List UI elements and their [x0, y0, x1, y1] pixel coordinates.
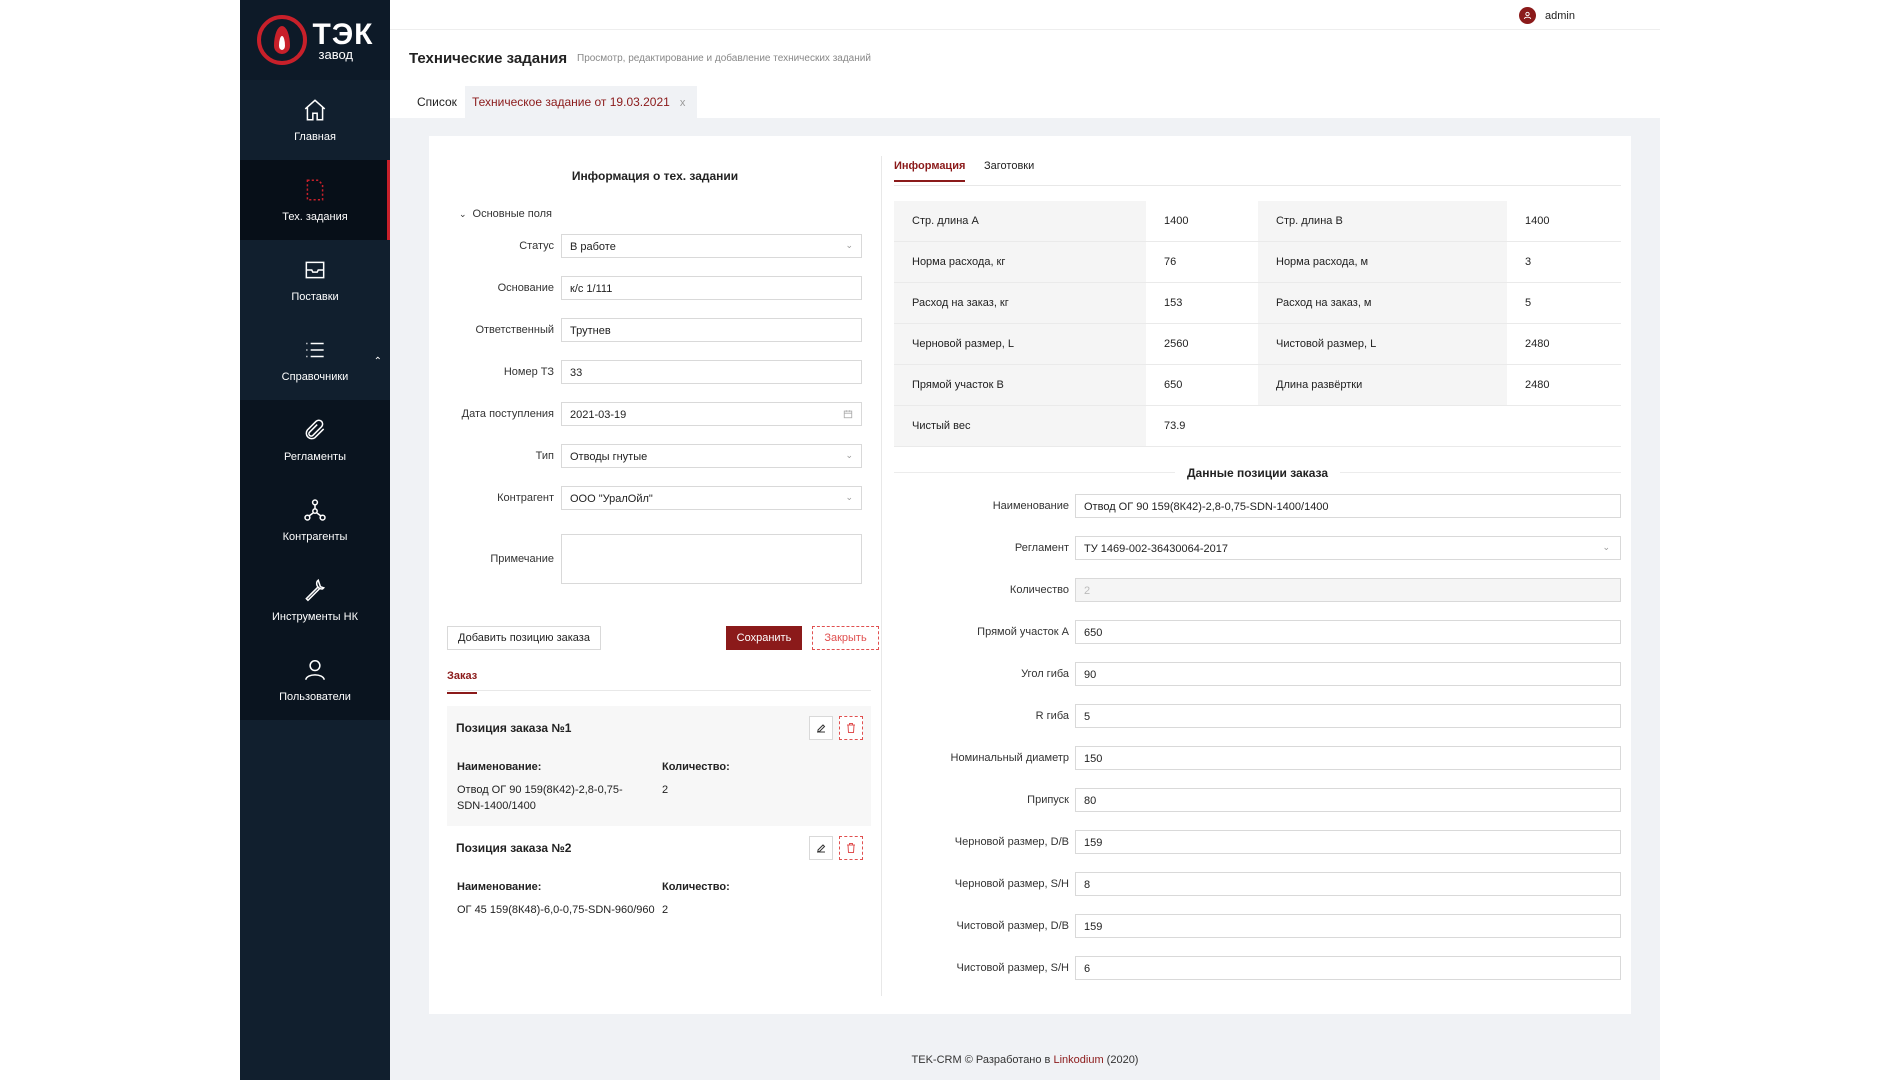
info-row: [894, 201, 1621, 242]
chevron-down-icon: ⌄: [845, 240, 853, 250]
collapse-main-fields[interactable]: [459, 208, 552, 220]
info-label: Длина развёртки: [1258, 365, 1507, 405]
field-row: [894, 620, 1621, 644]
field-row: [894, 494, 1621, 518]
tab-label: Техническое задание от 19.03.2021: [471, 95, 670, 109]
info-value: 1400: [1507, 201, 1621, 241]
number-row: [449, 360, 859, 384]
flame-logo-icon: [257, 15, 307, 65]
info-label: Чистовой размер, L: [1258, 324, 1507, 364]
regulation-value: ТУ 1469-002-36430064-2017: [1084, 543, 1228, 555]
date-value: 2021-03-19: [570, 409, 627, 421]
type-value: Отводы гнутые: [570, 451, 648, 463]
info-label: Норма расхода, м: [1258, 242, 1507, 282]
tab-list[interactable]: Список: [417, 95, 457, 109]
field-label: Количество: [1009, 584, 1069, 596]
list-icon: [302, 337, 328, 363]
info-value: 3: [1507, 242, 1621, 282]
info-label: Расход на заказ, кг: [894, 283, 1146, 323]
info-value: 73.9: [1146, 406, 1258, 446]
qty-label: Количество:: [662, 881, 730, 893]
trash-icon: [845, 842, 857, 854]
paperclip-icon: [302, 417, 328, 443]
field-label: R гиба: [1035, 710, 1069, 722]
qty-label: Количество:: [662, 761, 730, 773]
info-row: [894, 365, 1621, 406]
basis-label: Основание: [497, 282, 554, 294]
info-value: 153: [1146, 283, 1258, 323]
name-input[interactable]: Отвод ОГ 90 159(8К42)-2,8-0,75-SDN-1400/1400: [1075, 494, 1621, 518]
info-row: [894, 283, 1621, 324]
info-label: [1258, 406, 1507, 446]
footer-text: TEK-CRM © Разработано в: [911, 1054, 1051, 1066]
right-tabs: [894, 156, 1621, 186]
field-label: Угол гиба: [1021, 668, 1069, 680]
user-icon: [302, 657, 328, 683]
type-label: Тип: [535, 450, 554, 462]
edit-button[interactable]: [809, 716, 833, 740]
sidebar-item-users[interactable]: [240, 640, 390, 720]
field-row: [894, 788, 1621, 812]
network-icon: [302, 497, 328, 523]
finish-db-input[interactable]: 159: [1075, 914, 1621, 938]
info-label: Норма расхода, кг: [894, 242, 1146, 282]
info-label: Стр. длина А: [894, 201, 1146, 241]
straight-a-input[interactable]: 650: [1075, 620, 1621, 644]
regulation-select[interactable]: [1075, 536, 1621, 560]
field-row: [894, 746, 1621, 770]
calendar-icon: [843, 409, 853, 419]
field-row: [894, 704, 1621, 728]
field-row: [894, 830, 1621, 854]
info-row: [894, 406, 1621, 447]
field-row: [894, 872, 1621, 896]
app-frame: [240, 0, 1660, 1080]
page-header: [390, 30, 1660, 118]
status-select[interactable]: [561, 234, 862, 258]
position-qty: 2: [662, 784, 669, 796]
date-label: Дата поступления: [461, 408, 554, 420]
sidebar: [240, 0, 390, 1080]
responsible-input[interactable]: Трутнев: [561, 318, 862, 342]
info-value: 76: [1146, 242, 1258, 282]
page-title: Технические задания: [409, 50, 568, 67]
responsible-row: [449, 318, 859, 342]
page-subtitle: Просмотр, редактирование и добавление технических заданий: [577, 53, 871, 64]
quantity-input: 2: [1075, 578, 1621, 602]
name-label: Наименование:: [457, 881, 542, 893]
info-label: Прямой участок В: [894, 365, 1146, 405]
field-label: Черновой размер, D/B: [954, 836, 1069, 848]
name-label: Наименование:: [457, 761, 542, 773]
info-value: 650: [1146, 365, 1258, 405]
sidebar-item-references[interactable]: [240, 320, 390, 400]
number-label: Номер ТЗ: [503, 366, 554, 378]
wrench-icon: [302, 577, 328, 603]
chevron-up-icon: ⌃: [373, 356, 382, 367]
delete-button[interactable]: [839, 716, 863, 740]
logo[interactable]: [240, 0, 390, 80]
info-label: Расход на заказ, м: [1258, 283, 1507, 323]
sidebar-item-label: Поставки: [291, 291, 339, 303]
field-label: Прямой участок А: [977, 626, 1069, 638]
brand-name: ТЭК: [312, 17, 374, 51]
field-label: Номинальный диаметр: [950, 752, 1069, 764]
allowance-input[interactable]: 80: [1075, 788, 1621, 812]
top-bar: [390, 0, 1660, 30]
chevron-down-icon: ⌄: [845, 450, 853, 460]
note-label: Примечание: [490, 553, 554, 565]
collapse-label: Основные поля: [472, 208, 553, 220]
sidebar-item-label: Регламенты: [284, 451, 346, 463]
delete-button[interactable]: [839, 836, 863, 860]
tab-blanks[interactable]: Заготовки: [984, 160, 1035, 172]
sidebar-item-label: Инструменты НК: [272, 611, 358, 623]
type-select[interactable]: [561, 444, 862, 468]
basis-row: [449, 276, 859, 300]
tab-order[interactable]: Заказ: [447, 670, 477, 694]
info-label: Стр. длина В: [1258, 201, 1507, 241]
sidebar-item-label: Главная: [294, 131, 336, 143]
sidebar-item-label: Пользователи: [279, 691, 351, 703]
position-name: Отвод ОГ 90 159(8К42)-2,8-0,75-SDN-1400/1400: [457, 784, 623, 812]
footer-year: (2020): [1106, 1054, 1139, 1066]
date-picker[interactable]: [561, 402, 862, 426]
task-number-input[interactable]: 33: [561, 360, 862, 384]
info-table: [894, 201, 1621, 447]
pencil-icon: [815, 722, 827, 734]
note-row: [449, 534, 859, 584]
pencil-icon: [815, 842, 827, 854]
trash-icon: [845, 722, 857, 734]
order-position: [447, 706, 871, 826]
avatar: [1519, 7, 1536, 24]
info-value: 1400: [1146, 201, 1258, 241]
sidebar-item-regulations[interactable]: [240, 400, 390, 480]
divider: [447, 690, 871, 691]
footer: [390, 1054, 1660, 1066]
field-row: [894, 578, 1621, 602]
field-row: [894, 914, 1621, 938]
divider: [881, 156, 882, 996]
field-label: Наименование: [992, 500, 1069, 512]
save-button[interactable]: Сохранить: [726, 626, 802, 650]
responsible-label: Ответственный: [475, 324, 554, 336]
info-value: 2480: [1507, 324, 1621, 364]
position-name: ОГ 45 159(8К48)-6,0-0,75-SDN-960/960: [457, 904, 655, 916]
sidebar-item-label: Тех. задания: [282, 211, 348, 223]
info-value: 5: [1507, 283, 1621, 323]
bend-radius-input[interactable]: 5: [1075, 704, 1621, 728]
order-position: [447, 826, 871, 926]
bend-angle-input[interactable]: 90: [1075, 662, 1621, 686]
brand-sub: завод: [318, 46, 353, 62]
sidebar-item-label: Справочники: [281, 371, 349, 383]
info-value: 2560: [1146, 324, 1258, 364]
chevron-down-icon: ⌄: [1602, 542, 1610, 552]
task-info-panel: [429, 136, 881, 996]
field-label: Чистовой размер, S/H: [956, 962, 1069, 974]
info-row: [894, 324, 1621, 365]
tab-current-task[interactable]: [465, 86, 697, 118]
status-row: [449, 234, 859, 258]
info-label: Чистый вес: [894, 406, 1146, 446]
rough-db-input[interactable]: 159: [1075, 830, 1621, 854]
note-textarea[interactable]: [561, 534, 862, 584]
position-data-title-text: Данные позиции заказа: [1175, 466, 1340, 480]
position-data-title: [894, 466, 1621, 480]
nominal-diameter-input[interactable]: 150: [1075, 746, 1621, 770]
field-label: Припуск: [1027, 794, 1069, 806]
inbox-icon: [302, 257, 328, 283]
user-menu[interactable]: [1519, 7, 1575, 24]
position-qty: 2: [662, 904, 669, 916]
tab-info[interactable]: Информация: [894, 160, 965, 182]
counterparty-select[interactable]: [561, 486, 862, 510]
date-row: [449, 402, 859, 426]
field-row: [894, 956, 1621, 980]
field-label: Регламент: [1014, 542, 1069, 554]
add-position-button[interactable]: Добавить позицию заказа: [447, 626, 601, 650]
position-title: Позиция заказа №2: [456, 841, 572, 855]
sidebar-item-tech-tasks[interactable]: [240, 160, 390, 240]
sidebar-item-counterparties[interactable]: [240, 480, 390, 560]
counterparty-label: Контрагент: [497, 492, 554, 504]
sidebar-item-supplies[interactable]: [240, 240, 390, 320]
user-name: admin: [1545, 9, 1575, 22]
close-icon[interactable]: x: [679, 97, 686, 109]
field-row: [894, 662, 1621, 686]
chevron-down-icon: ⌄: [845, 492, 853, 502]
page-tabs: [409, 86, 697, 118]
document-icon: [302, 177, 328, 203]
status-label: Статус: [519, 240, 554, 252]
field-label: Черновой размер, S/H: [954, 878, 1069, 890]
info-value: 2480: [1507, 365, 1621, 405]
sidebar-item-label: Контрагенты: [282, 531, 348, 543]
info-row: [894, 242, 1621, 283]
counterparty-row: [449, 486, 859, 510]
section-title: Информация о тех. задании: [571, 169, 739, 183]
status-value: В работе: [570, 241, 616, 253]
edit-button[interactable]: [809, 836, 833, 860]
type-row: [449, 444, 859, 468]
field-label: Чистовой размер, D/B: [956, 920, 1069, 932]
info-value: [1507, 406, 1621, 446]
position-title: Позиция заказа №1: [456, 721, 572, 735]
rough-sh-input[interactable]: 8: [1075, 872, 1621, 896]
info-label: Черновой размер, L: [894, 324, 1146, 364]
task-card: [429, 136, 1631, 1014]
finish-sh-input[interactable]: 6: [1075, 956, 1621, 980]
basis-input[interactable]: к/с 1/111: [561, 276, 862, 300]
counterparty-value: ООО "УралОйл": [570, 493, 653, 505]
home-icon: [302, 97, 328, 123]
footer-link[interactable]: Linkodium: [1053, 1054, 1104, 1066]
sidebar-item-home[interactable]: [240, 80, 390, 160]
chevron-down-icon: ⌄: [459, 209, 467, 219]
close-button[interactable]: Закрыть: [812, 626, 879, 650]
field-row: [894, 536, 1621, 560]
sidebar-item-ndt-tools[interactable]: [240, 560, 390, 640]
